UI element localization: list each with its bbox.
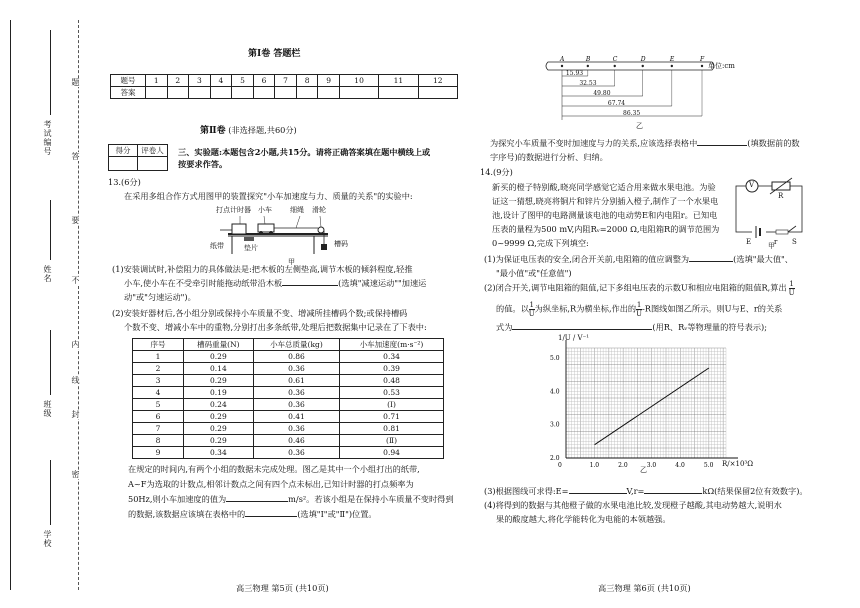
apparatus-figure [210,204,390,270]
x-tick-label: 5.0 [703,462,714,469]
table-cell: 0.29 [184,351,254,363]
answer-blank-position[interactable] [245,507,297,517]
tape-point [671,65,673,67]
q13-part1: (1)安装调试时,补偿阻力的具体做法是:把木板的左侧垫高,调节木板的倾斜程度,轻推 小车,使小车在不受牵引时能拖动纸带沿木板 (选填"减速运动""加速运 动"或"匀速运动")。 [112,264,427,302]
data-table [132,338,444,459]
exam-number-label: 考试编号 [43,120,52,156]
table-cell: 2 [133,363,184,375]
q13-part3: 在规定的时间内,有两个小组的数据未完成处理。图乙是其中一个小组打出的纸带, A~F为选取的计数点,相邻计数点之间有四个点未标出,已知计时器的打点频率为 50Hz,则小车加速度的值为 m/s²。若该小组是在保持小车质量不变时得到 的数据,该数据应该填在表格中的 (选填"Ⅰ"或"Ⅱ")位置。 [128,464,454,519]
table-row [133,411,444,423]
y-tick-label: 3.0 [550,421,560,429]
label-string: 细绳 [290,206,304,214]
tape-point-label: E [669,56,675,63]
table-cell: 5 [133,399,184,411]
table-cell: 0.34 [340,351,444,363]
circuit-r-label: R [778,192,784,200]
table-cell: 0.14 [184,363,254,375]
table-cell: 0.36 [253,423,339,435]
part2-title: 第Ⅱ卷 (非选择题,共60分) [200,125,297,136]
label-weight: 槽码 [334,240,348,248]
table-cell: 0.46 [253,435,339,447]
class-label: 班级 [43,400,52,418]
table-cell: 0.39 [340,363,444,375]
graph-figure [540,334,752,476]
graph-ylabel: 1/U / V⁻¹ [558,334,590,342]
tape-point-label: D [640,56,646,63]
footer-right: 高三物理 第6页 (共10页) [598,583,691,593]
q13-number: 13.(6分) [108,177,141,187]
tape-point-label: A [560,56,565,63]
table-cell: 0.29 [184,411,254,423]
q13-part2: (2)安装好器材后,各小组分别或保持小车质量不变、增减所挂槽码个数;或保持槽码 个数不变、增减小车中的重物,分别打出多条纸带,处理后把数据集中记录在了下表中: [112,308,427,332]
circuit-s-label: S [792,238,797,246]
footer-left: 高三物理 第5页 (共10页) [236,583,329,593]
table-cell: 4 [133,387,184,399]
table-cell: 0.71 [340,411,444,423]
exam-number-blank [50,30,51,115]
circuit-meter: V [749,181,755,189]
q14-part4: (4)将得到的数据与其他橙子做的水果电池比较,发现橙子越酸,其电动势越大,说明水 果的酸度越大,将化学能转化为电能的本领越强。 [484,500,782,524]
table-cell: 0.81 [340,423,444,435]
paper-tape-figure [540,56,740,132]
tape-point-label: C [612,56,618,63]
table-cell: 0.29 [184,375,254,387]
answer-cell[interactable] [253,87,275,99]
tape-distance-label: 49.80 [593,90,611,97]
x-tick-label: 3.0 [646,462,657,469]
margin-outer-line [10,20,11,590]
table-cell: 7 [133,423,184,435]
answer-blank-internal-r[interactable] [644,484,702,494]
answer-cell[interactable] [167,87,189,99]
table-cell: (Ⅱ) [340,435,444,447]
table-row [133,363,444,375]
part1-title: 第Ⅰ卷 答题栏 [248,49,301,59]
answer-cell[interactable] [296,87,318,99]
y-tick-label: 5.0 [550,355,560,362]
tape-point [701,65,703,67]
y-tick-label: 4.0 [550,388,560,396]
table-header-row: 序号 槽码重量(N) 小车总质量(kg) 小车加速度(m·s⁻²) [133,339,444,351]
x-tick-label: 0 [558,462,562,469]
label-cart: 小车 [258,206,272,214]
answer-grid-row-numbers: 题号 1 2 3 4 5 6 7 8 9 10 11 12 [111,75,458,87]
answer-cell[interactable] [339,87,378,99]
table-cell: 0.34 [184,447,254,459]
label-pulley: 滑轮 [312,206,326,214]
q13-part4: 为探究小车质量不变时加速度与力的关系,应该选择表格中 (填数据前的数 字序号)的数据进行分析、归纳。 [490,138,800,162]
answer-blank-relation[interactable] [512,320,652,330]
score-cell[interactable] [109,157,138,171]
table-row [133,447,444,459]
table-row [133,375,444,387]
answer-grid-row-answers [111,87,458,99]
label-timer: 打点计时器 [216,206,251,214]
tape-point [614,65,616,67]
seal-line-text: 题 答 要 不 内 线 封 密 [71,78,80,479]
name-label: 姓名 [43,265,52,283]
answer-cell[interactable] [189,87,211,99]
y-tick-label: 2.0 [550,455,560,462]
class-blank [50,330,51,395]
circuit-fig-label: 甲 [768,242,775,250]
circuit-rint-label: r [774,238,778,246]
tape-distance-label: 32.53 [579,80,597,87]
table-cell: 0.53 [340,387,444,399]
table-cell: 3 [133,375,184,387]
answer-blank-emf[interactable] [569,484,627,494]
graph-xlabel: R/×10³Ω [722,460,754,468]
tape-distance-label: 86.35 [623,110,641,117]
table-cell: 0.86 [253,351,339,363]
table-cell: 0.41 [253,411,339,423]
table-cell: 0.36 [253,363,339,375]
table-row [133,387,444,399]
x-tick-label: 2.0 [618,462,628,469]
row-label-answer: 答案 [111,87,146,99]
table-cell: 0.36 [253,399,339,411]
table-cell: 1 [133,351,184,363]
tape-point [587,65,589,67]
fig-label-jia: 甲 [288,258,295,266]
answer-blank-rows[interactable] [697,136,747,146]
tape-point [561,65,563,67]
answer-cell[interactable] [232,87,254,99]
school-blank [50,460,51,525]
answer-blank-acceleration[interactable] [226,492,288,502]
answer-cell[interactable] [418,87,457,99]
graph-plot [540,334,752,476]
table-cell: 0.61 [253,375,339,387]
row-label-number: 题号 [111,75,146,87]
table-cell: 6 [133,411,184,423]
table-cell: 0.29 [184,423,254,435]
table-cell: (Ⅰ) [340,399,444,411]
tape-fig-label: 乙 [636,122,643,130]
tape-distance-label: 67.74 [607,100,626,107]
q14-part3: (3)根据图线可求得:E= V,r= kΩ(结果保留2位有效数字)。 [484,486,808,496]
graph-fig-label: 乙 [640,466,647,474]
table-cell: 0.24 [184,399,254,411]
answer-grid [110,74,458,99]
section3-heading: 三、实验题:本题包含2小题,共15分。请将正确答案填在题中横线上或 按要求作答。 [178,147,431,169]
x-tick-label: 1.0 [589,462,600,469]
table-row [133,399,444,411]
q13-intro: 在采用多组合作方式用图甲的装置探究"小车加速度与力、质量的关系"的实验中: [124,191,413,201]
answer-blank-motion[interactable] [282,276,338,286]
tape-distance-label: 15.93 [565,70,584,77]
table-cell: 0.48 [340,375,444,387]
label-pad: 垫片 [244,244,258,252]
table-row [133,435,444,447]
table-cell: 0.19 [184,387,254,399]
circuit-diagram [732,176,808,250]
x-tick-label: 4.0 [675,462,685,469]
tape-point-label: B [585,56,591,63]
tape-point-label: F [700,56,705,63]
table-row [133,423,444,435]
table-cell: 0.36 [253,387,339,399]
binding-margin [0,0,96,608]
answer-cell[interactable] [210,87,232,99]
answer-blank-box-value[interactable] [689,252,733,262]
q14-part1: (1)为保证电压表的安全,闭合开关前,电阻箱的值应调整为 (选填"最大值"、 "最小值"或"任意值") [484,254,793,278]
tape-unit: 单位:cm [708,62,735,70]
table-row [133,351,444,363]
table-cell: 9 [133,447,184,459]
q14-part2: (2)闭合开关,调节电阻箱的阻值,记下多组电压表的示数U和相应电阻箱的阻值R,算出 $\frac{1}{U}$ 的值。以 $\frac{1}{U}$ 为纵坐标,R为横坐标,作出的 $\frac{1}{U}$ -R图线如图乙所示。则U与E、r的关系 式为 (用R、Rᵥ等物理量的符号表示); [484,280,795,332]
table-cell: 0.94 [340,447,444,459]
grader-cell[interactable] [138,157,168,171]
table-body [133,351,444,459]
school-label: 学校 [43,530,52,548]
answer-cell[interactable] [275,87,297,99]
table-cell: 0.29 [184,435,254,447]
score-box: 得分 评卷人 [108,144,168,171]
circuit-e-label: E [746,238,752,246]
answer-cell[interactable] [318,87,340,99]
name-blank [50,200,51,260]
answer-cell[interactable] [146,87,168,99]
table-cell: 8 [133,435,184,447]
tape-point [642,65,644,67]
q14-intro: 新买的橙子特别酸,晓亮同学感觉它适合用来做水果电池。为验 证这一猜想,晓亮将铜片和锌片分别插入橙子,制作了一个水果电 池,设计了图甲的电路测量该电池的电动势E和内电阻r。已知电 压表的量程为500 mV,内阻Rᵥ=2000 Ω,电阻箱R的调节范围为 0~9999 Ω,完成下列填空: [492,182,720,248]
table-cell: 0.36 [253,447,339,459]
answer-cell[interactable] [379,87,418,99]
q14-number: 14.(9分) [480,167,513,177]
label-tape: 纸带 [210,242,224,250]
